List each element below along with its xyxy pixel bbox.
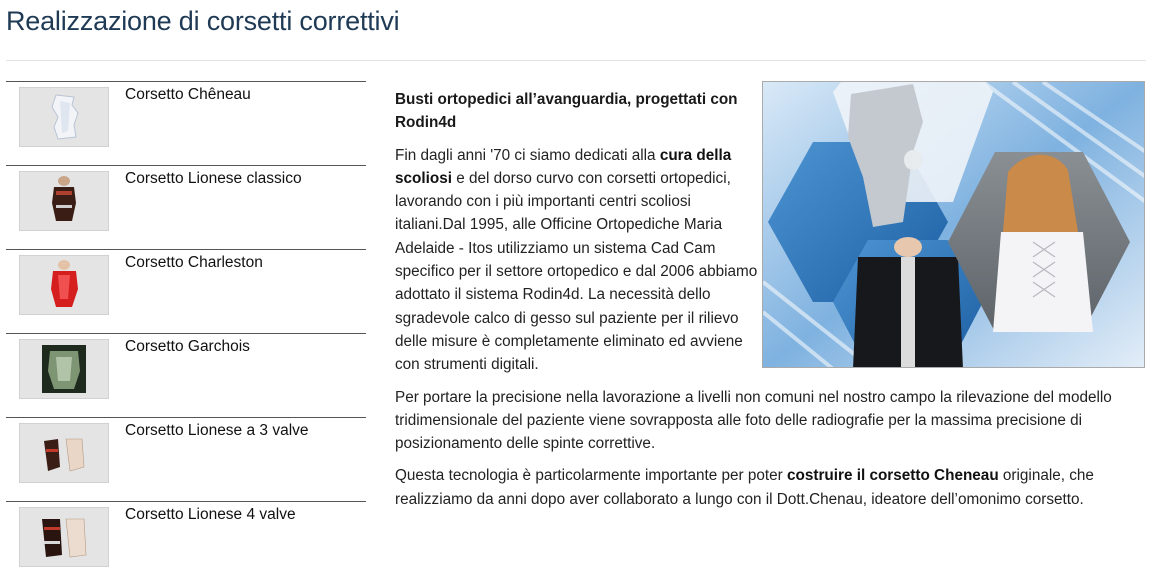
list-item-corsetto-lionese-3-valve[interactable]: [6, 417, 366, 501]
emphasis-scoliosis: cura della scoliosi: [395, 146, 732, 187]
white-brace-thumbnail[interactable]: [19, 87, 109, 147]
list-item-corsetto-charleston[interactable]: [6, 249, 366, 333]
corset-list: [6, 81, 366, 585]
list-item-corsetto-garchois[interactable]: [6, 333, 366, 417]
list-item-corsetto-lionese-classico[interactable]: [6, 165, 366, 249]
paragraph-precision: Per portare la precisione nella lavorazione a livelli non comuni nel nostro campo la rilevazione del modello tridimensionale del paziente viene sovrapposta alle foto delle radiografie per la massima precisione di posizionamento delle spinte correttive.: [395, 388, 1112, 453]
red-brace-thumbnail[interactable]: [19, 255, 109, 315]
corset-name[interactable]: Corsetto Lionese 4 valve: [125, 506, 296, 523]
corset-name[interactable]: Corsetto Charleston: [125, 254, 263, 271]
four-valve-brace-thumbnail[interactable]: [19, 507, 109, 567]
list-item-corsetto-cheneau[interactable]: [6, 81, 366, 165]
page-title: Realizzazione di corsetti correttivi: [6, 6, 400, 36]
hero-collage: [763, 82, 1145, 368]
dark-brace-thumbnail[interactable]: [19, 171, 109, 231]
corset-name[interactable]: Corsetto Chêneau: [125, 86, 251, 103]
intro-block: [395, 88, 760, 377]
list-item-corsetto-lionese-4-valve[interactable]: [6, 501, 366, 585]
corset-name[interactable]: Corsetto Lionese classico: [125, 170, 302, 187]
corset-name[interactable]: Corsetto Lionese a 3 valve: [125, 422, 309, 439]
emphasis-cheneau: costruire il corsetto Cheneau: [787, 467, 999, 485]
three-valve-brace-thumbnail[interactable]: [19, 423, 109, 483]
corset-name[interactable]: Corsetto Garchois: [125, 338, 250, 355]
article-heading: Busti ortopedici all’avanguardia, progettati con Rodin4d: [395, 91, 738, 132]
paragraph-history: Fin dagli anni '70 ci siamo dedicati alla cura della scoliosi e del dorso curvo con corsetti ortopedici, lavorando con i più importanti centri scoliosi italiani.Dal 1995, alle Officine Ortopediche Maria Adelaide - Itos utilizziamo un sistema Cad Cam specifico per il settore ortopedico e dal 2006 abbiamo adottato il sistema Rodin4d. La necessità dello sgradevole calco di gesso sul paziente per il rilievo delle misure è completamente eliminato ed avviene con strumenti digitali.: [395, 146, 758, 374]
paragraph-cheneau: Questa tecnologia è particolarmente importante per poter costruire il corsetto Cheneau originale, che realizziamo da anni dopo aver collaborato a lungo con il Dott.Chenau, ideatore dell’omonimo corsetto.: [395, 467, 1094, 508]
title-divider: [6, 60, 1146, 61]
clear-brace-thumbnail[interactable]: [19, 339, 109, 399]
hero-image: [762, 81, 1145, 368]
